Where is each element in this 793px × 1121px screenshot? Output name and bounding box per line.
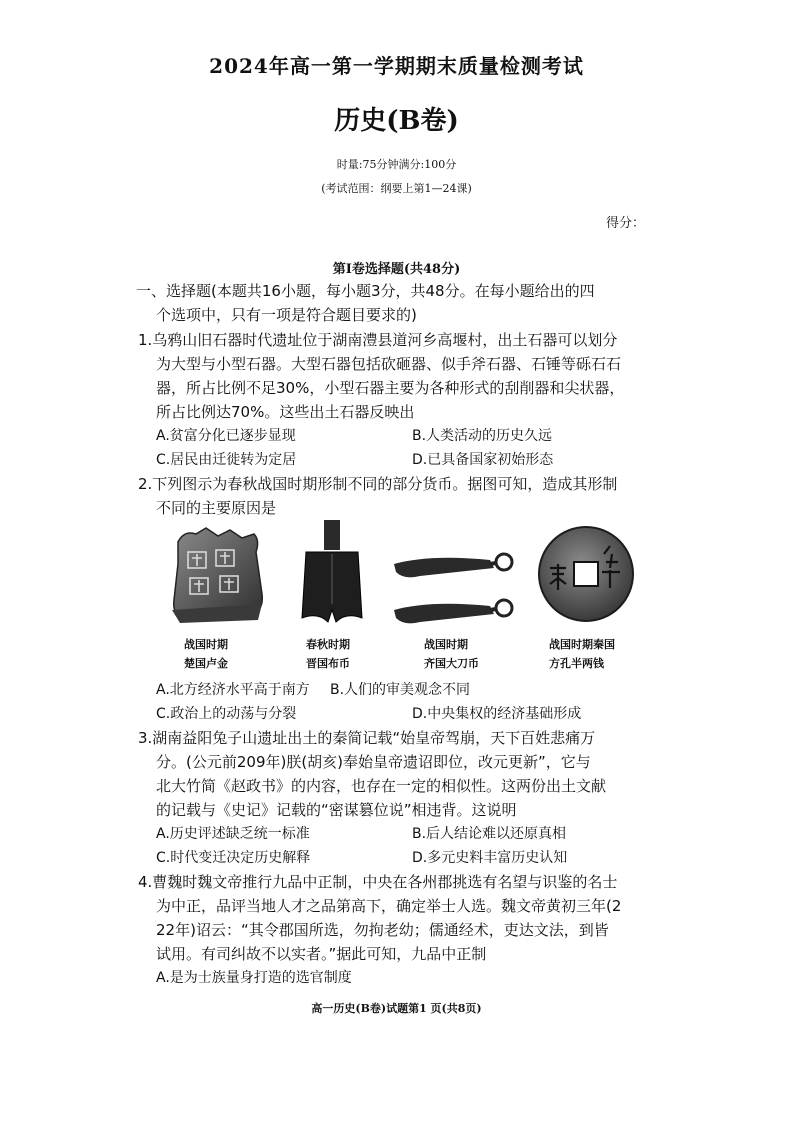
q3-line-1: 3.湖南益阳兔子山遗址出土的秦简记载“始皇帝驾崩，天下百姓悲痛万	[138, 729, 596, 747]
image-caption: 晋国布币	[306, 657, 350, 670]
q3-option-d[interactable]: D.多元史料丰富历史认知	[412, 850, 568, 866]
image-caption: 战国时期	[424, 638, 468, 651]
q3-option-c[interactable]: C.时代变迁决定历史解释	[156, 850, 311, 866]
q1-option-c[interactable]: C.居民由迁徙转为定居	[156, 452, 297, 468]
q4-line-2: 为中正，品评当地人才之品第高下，确定举士人选。魏文帝黄初三年(2	[156, 897, 622, 915]
section-title: 第Ⅰ卷选择题(共48分)	[332, 262, 461, 277]
section-intro-line-2: 个选项中，只有一项是符合题目要求的)	[156, 306, 417, 324]
image-caption: 战国时期秦国	[549, 638, 615, 651]
q1-option-b[interactable]: B.人类活动的历史久远	[412, 428, 553, 444]
section-intro-line-1: 一、选择题(本题共16小题，每小题3分，共48分。在每小题给出的四	[136, 282, 595, 300]
q4-line-4: 试用。有司纠故不以实者。”据此可知，九品中正制	[156, 945, 487, 963]
q4-line-3: 22年)诏云：“其令郡国所选，勿拘老幼；儒通经术，吏达文法，到皆	[156, 921, 609, 939]
q4-option-a[interactable]: A.是为士族量身打造的选官制度	[156, 970, 352, 986]
q1-line-4: 所占比例达70%。这些出土石器反映出	[156, 403, 415, 421]
image-caption: 战国时期	[184, 638, 228, 651]
q3-option-a[interactable]: A.历史评述缺乏统一标准	[156, 826, 310, 842]
image-caption: 齐国大刀币	[424, 657, 479, 670]
score-label: 得分：	[605, 216, 645, 231]
knife-coin-icon	[390, 550, 522, 626]
q1-line-2: 为大型与小型石器。大型石器包括砍砸器、似手斧石器、石锤等砾石石	[156, 355, 622, 373]
q3-line-3: 北大竹简《赵政书》的内容，也存在一定的相似性。这两份出土文献	[156, 777, 607, 795]
image-caption: 楚国卢金	[184, 657, 228, 670]
q3-line-2: 分。(公元前209年)朕(胡亥)奉始皇帝遗诏即位，改元更新”，它与	[156, 753, 591, 771]
chu-bronze-coin-icon	[166, 524, 268, 624]
q1-option-a[interactable]: A.贫富分化已逐步显现	[156, 428, 296, 444]
q2-line-2: 不同的主要原因是	[156, 499, 277, 517]
spade-coin-icon	[296, 518, 368, 626]
exam-title: 2024年高一第一学期期末质量检测考试	[209, 54, 584, 78]
q2-option-a[interactable]: A.北方经济水平高于南方	[156, 682, 310, 698]
q3-line-4: 的记载与《史记》记载的“密谋篡位说”相违背。这说明	[156, 801, 517, 819]
q2-option-d[interactable]: D.中央集权的经济基础形成	[412, 706, 582, 722]
page-footer: 高一历史(B卷)试题第1 页(共8页)	[311, 1002, 482, 1015]
q1-line-3: 器，所占比例不足30%，小型石器主要为各种形式的刮削器和尖状器，	[156, 379, 625, 397]
q2-line-1: 2.下列图示为春秋战国时期形制不同的部分货币。据图可知，造成其形制	[138, 475, 618, 493]
round-square-hole-coin-icon	[536, 524, 636, 624]
image-caption: 春秋时期	[306, 638, 350, 651]
q2-option-c[interactable]: C.政治上的动荡与分裂	[156, 706, 297, 722]
image-caption: 方孔半两钱	[549, 657, 604, 670]
q3-option-b[interactable]: B.后人结论难以还原真相	[412, 826, 567, 842]
q4-line-1: 4.曹魏时魏文帝推行九品中正制，中央在各州郡挑选有名望与识鉴的名士	[138, 873, 618, 891]
q2-option-b[interactable]: B.人们的审美观念不同	[330, 682, 471, 698]
time-score: 时量:75分钟满分:100分	[336, 158, 457, 171]
q1-line-1: 1.乌鸦山旧石器时代遗址位于湖南澧县道河乡高堰村，出土石器可以划分	[138, 331, 618, 349]
subject-title: 历史(B卷)	[334, 106, 459, 136]
exam-scope: (考试范围：纲要上第1—24课)	[321, 182, 472, 195]
q1-option-d[interactable]: D.已具备国家初始形态	[412, 452, 554, 468]
